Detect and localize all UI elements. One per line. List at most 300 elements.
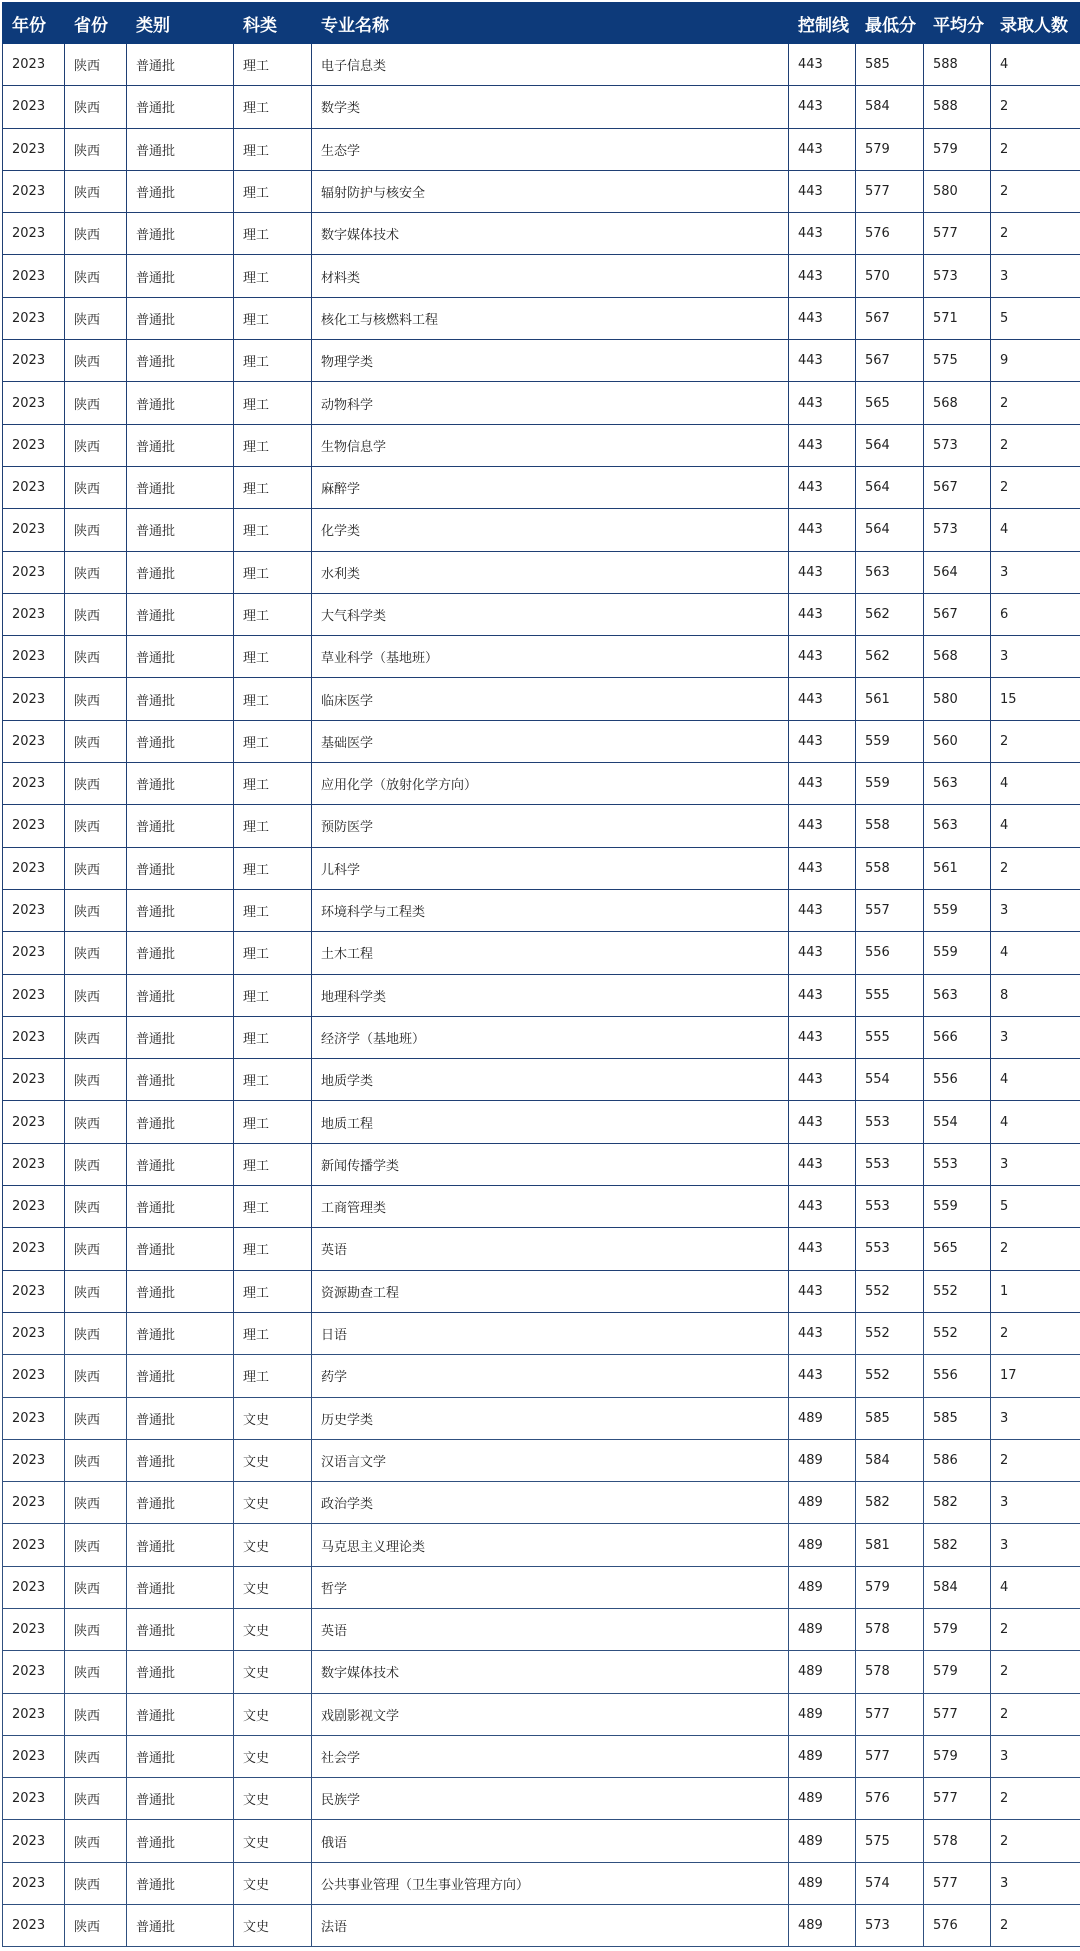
min-score-cell: 578 [856, 1608, 924, 1650]
admitted-count-cell: 4 [991, 1059, 1080, 1101]
avg-score-cell: 553 [924, 1143, 991, 1185]
subject-type-cell: 文史 [234, 1482, 312, 1524]
batch-cell: 普通批 [127, 1905, 234, 1947]
subject-type-cell: 理工 [234, 1059, 312, 1101]
control-line-cell: 443 [789, 932, 856, 974]
year-cell: 2023 [3, 340, 65, 382]
table-row [3, 1482, 1080, 1524]
subject-type-cell: 理工 [234, 974, 312, 1016]
batch-cell: 普通批 [127, 297, 234, 339]
year-cell: 2023 [3, 1651, 65, 1693]
min-score-cell: 553 [856, 1228, 924, 1270]
header-major-name: 专业名称 [312, 3, 789, 44]
major-name-cell: 动物科学 [312, 382, 789, 424]
year-cell: 2023 [3, 1524, 65, 1566]
subject-type-cell: 理工 [234, 720, 312, 762]
province-cell: 陕西 [65, 1101, 127, 1143]
min-score-cell: 557 [856, 889, 924, 931]
admitted-count-cell: 5 [991, 297, 1080, 339]
year-cell: 2023 [3, 1693, 65, 1735]
year-cell: 2023 [3, 805, 65, 847]
min-score-cell: 564 [856, 466, 924, 508]
province-cell: 陕西 [65, 297, 127, 339]
table-row [3, 1778, 1080, 1820]
header-year: 年份 [3, 3, 65, 44]
batch-cell: 普通批 [127, 1312, 234, 1354]
major-name-cell: 日语 [312, 1312, 789, 1354]
avg-score-cell: 556 [924, 1355, 991, 1397]
control-line-cell: 489 [789, 1735, 856, 1777]
subject-type-cell: 理工 [234, 678, 312, 720]
min-score-cell: 552 [856, 1312, 924, 1354]
avg-score-cell: 563 [924, 763, 991, 805]
province-cell: 陕西 [65, 720, 127, 762]
control-line-cell: 443 [789, 763, 856, 805]
avg-score-cell: 588 [924, 86, 991, 128]
admitted-count-cell: 2 [991, 1439, 1080, 1481]
major-name-cell: 哲学 [312, 1566, 789, 1608]
subject-type-cell: 文史 [234, 1820, 312, 1862]
admitted-count-cell: 1 [991, 1270, 1080, 1312]
major-name-cell: 资源勘查工程 [312, 1270, 789, 1312]
year-cell: 2023 [3, 1566, 65, 1608]
major-name-cell: 地理科学类 [312, 974, 789, 1016]
avg-score-cell: 559 [924, 889, 991, 931]
subject-type-cell: 文史 [234, 1397, 312, 1439]
province-cell: 陕西 [65, 1905, 127, 1947]
control-line-cell: 489 [789, 1693, 856, 1735]
admitted-count-cell: 3 [991, 1482, 1080, 1524]
avg-score-cell: 559 [924, 932, 991, 974]
admitted-count-cell: 4 [991, 1566, 1080, 1608]
control-line-cell: 489 [789, 1862, 856, 1904]
major-name-cell: 公共事业管理（卫生事业管理方向） [312, 1862, 789, 1904]
admitted-count-cell: 3 [991, 1143, 1080, 1185]
min-score-cell: 585 [856, 44, 924, 86]
year-cell: 2023 [3, 889, 65, 931]
subject-type-cell: 文史 [234, 1566, 312, 1608]
header-row [3, 3, 1080, 44]
province-cell: 陕西 [65, 382, 127, 424]
min-score-cell: 563 [856, 551, 924, 593]
table-row [3, 1228, 1080, 1270]
year-cell: 2023 [3, 509, 65, 551]
avg-score-cell: 568 [924, 382, 991, 424]
batch-cell: 普通批 [127, 213, 234, 255]
admitted-count-cell: 2 [991, 213, 1080, 255]
subject-type-cell: 理工 [234, 889, 312, 931]
avg-score-cell: 579 [924, 1608, 991, 1650]
min-score-cell: 584 [856, 1439, 924, 1481]
batch-cell: 普通批 [127, 1566, 234, 1608]
batch-cell: 普通批 [127, 932, 234, 974]
major-name-cell: 电子信息类 [312, 44, 789, 86]
avg-score-cell: 552 [924, 1270, 991, 1312]
admitted-count-cell: 2 [991, 86, 1080, 128]
batch-cell: 普通批 [127, 1143, 234, 1185]
admitted-count-cell: 2 [991, 1693, 1080, 1735]
min-score-cell: 581 [856, 1524, 924, 1566]
control-line-cell: 443 [789, 1016, 856, 1058]
avg-score-cell: 568 [924, 636, 991, 678]
avg-score-cell: 566 [924, 1016, 991, 1058]
year-cell: 2023 [3, 593, 65, 635]
min-score-cell: 553 [856, 1186, 924, 1228]
table-row [3, 424, 1080, 466]
subject-type-cell: 文史 [234, 1439, 312, 1481]
header-control-line: 控制线 [789, 3, 856, 44]
year-cell: 2023 [3, 636, 65, 678]
year-cell: 2023 [3, 1439, 65, 1481]
subject-type-cell: 理工 [234, 170, 312, 212]
avg-score-cell: 577 [924, 1778, 991, 1820]
min-score-cell: 579 [856, 128, 924, 170]
subject-type-cell: 理工 [234, 86, 312, 128]
control-line-cell: 443 [789, 551, 856, 593]
avg-score-cell: 577 [924, 213, 991, 255]
admitted-count-cell: 3 [991, 1735, 1080, 1777]
year-cell: 2023 [3, 1270, 65, 1312]
min-score-cell: 579 [856, 1566, 924, 1608]
subject-type-cell: 理工 [234, 763, 312, 805]
subject-type-cell: 理工 [234, 847, 312, 889]
min-score-cell: 556 [856, 932, 924, 974]
control-line-cell: 443 [789, 1228, 856, 1270]
year-cell: 2023 [3, 678, 65, 720]
subject-type-cell: 理工 [234, 509, 312, 551]
table-row [3, 1397, 1080, 1439]
table-row [3, 593, 1080, 635]
admitted-count-cell: 2 [991, 1228, 1080, 1270]
subject-type-cell: 文史 [234, 1862, 312, 1904]
avg-score-cell: 560 [924, 720, 991, 762]
min-score-cell: 555 [856, 1016, 924, 1058]
province-cell: 陕西 [65, 424, 127, 466]
avg-score-cell: 552 [924, 1312, 991, 1354]
table-row [3, 44, 1080, 86]
control-line-cell: 443 [789, 1270, 856, 1312]
subject-type-cell: 理工 [234, 805, 312, 847]
year-cell: 2023 [3, 1059, 65, 1101]
header-batch: 类别 [127, 3, 234, 44]
table-row [3, 974, 1080, 1016]
major-name-cell: 预防医学 [312, 805, 789, 847]
batch-cell: 普通批 [127, 1059, 234, 1101]
year-cell: 2023 [3, 1820, 65, 1862]
major-name-cell: 水利类 [312, 551, 789, 593]
subject-type-cell: 理工 [234, 932, 312, 974]
batch-cell: 普通批 [127, 1482, 234, 1524]
avg-score-cell: 561 [924, 847, 991, 889]
province-cell: 陕西 [65, 1482, 127, 1524]
header-admitted-count: 录取人数 [991, 3, 1080, 44]
control-line-cell: 443 [789, 509, 856, 551]
table-row [3, 678, 1080, 720]
province-cell: 陕西 [65, 1735, 127, 1777]
subject-type-cell: 理工 [234, 1101, 312, 1143]
major-name-cell: 生物信息学 [312, 424, 789, 466]
province-cell: 陕西 [65, 1228, 127, 1270]
major-name-cell: 土木工程 [312, 932, 789, 974]
table-row [3, 889, 1080, 931]
table-row [3, 847, 1080, 889]
year-cell: 2023 [3, 1608, 65, 1650]
min-score-cell: 576 [856, 1778, 924, 1820]
admitted-count-cell: 2 [991, 1651, 1080, 1693]
province-cell: 陕西 [65, 1439, 127, 1481]
province-cell: 陕西 [65, 974, 127, 1016]
min-score-cell: 558 [856, 805, 924, 847]
province-cell: 陕西 [65, 1778, 127, 1820]
batch-cell: 普通批 [127, 424, 234, 466]
batch-cell: 普通批 [127, 1524, 234, 1566]
batch-cell: 普通批 [127, 466, 234, 508]
major-name-cell: 数字媒体技术 [312, 213, 789, 255]
batch-cell: 普通批 [127, 889, 234, 931]
min-score-cell: 577 [856, 170, 924, 212]
major-name-cell: 工商管理类 [312, 1186, 789, 1228]
subject-type-cell: 理工 [234, 593, 312, 635]
batch-cell: 普通批 [127, 974, 234, 1016]
table-row [3, 1693, 1080, 1735]
batch-cell: 普通批 [127, 678, 234, 720]
avg-score-cell: 563 [924, 974, 991, 1016]
min-score-cell: 574 [856, 1862, 924, 1904]
major-name-cell: 地质学类 [312, 1059, 789, 1101]
province-cell: 陕西 [65, 1862, 127, 1904]
min-score-cell: 567 [856, 297, 924, 339]
province-cell: 陕西 [65, 340, 127, 382]
batch-cell: 普通批 [127, 1439, 234, 1481]
header-subject-type: 科类 [234, 3, 312, 44]
admitted-count-cell: 2 [991, 1778, 1080, 1820]
province-cell: 陕西 [65, 847, 127, 889]
min-score-cell: 582 [856, 1482, 924, 1524]
min-score-cell: 565 [856, 382, 924, 424]
admitted-count-cell: 3 [991, 551, 1080, 593]
batch-cell: 普通批 [127, 44, 234, 86]
control-line-cell: 443 [789, 44, 856, 86]
table-row [3, 1270, 1080, 1312]
avg-score-cell: 580 [924, 678, 991, 720]
subject-type-cell: 理工 [234, 466, 312, 508]
control-line-cell: 443 [789, 128, 856, 170]
batch-cell: 普通批 [127, 509, 234, 551]
table-row [3, 297, 1080, 339]
avg-score-cell: 573 [924, 509, 991, 551]
province-cell: 陕西 [65, 86, 127, 128]
control-line-cell: 443 [789, 678, 856, 720]
subject-type-cell: 文史 [234, 1524, 312, 1566]
min-score-cell: 585 [856, 1397, 924, 1439]
year-cell: 2023 [3, 382, 65, 424]
avg-score-cell: 579 [924, 1651, 991, 1693]
subject-type-cell: 理工 [234, 1228, 312, 1270]
batch-cell: 普通批 [127, 551, 234, 593]
avg-score-cell: 563 [924, 805, 991, 847]
batch-cell: 普通批 [127, 1101, 234, 1143]
min-score-cell: 576 [856, 213, 924, 255]
control-line-cell: 443 [789, 889, 856, 931]
major-name-cell: 数学类 [312, 86, 789, 128]
control-line-cell: 443 [789, 1355, 856, 1397]
min-score-cell: 555 [856, 974, 924, 1016]
batch-cell: 普通批 [127, 763, 234, 805]
admitted-count-cell: 2 [991, 720, 1080, 762]
major-name-cell: 民族学 [312, 1778, 789, 1820]
min-score-cell: 558 [856, 847, 924, 889]
min-score-cell: 575 [856, 1820, 924, 1862]
avg-score-cell: 580 [924, 170, 991, 212]
min-score-cell: 552 [856, 1355, 924, 1397]
min-score-cell: 564 [856, 424, 924, 466]
year-cell: 2023 [3, 1905, 65, 1947]
header-avg-score: 平均分 [924, 3, 991, 44]
admitted-count-cell: 4 [991, 509, 1080, 551]
avg-score-cell: 584 [924, 1566, 991, 1608]
batch-cell: 普通批 [127, 170, 234, 212]
year-cell: 2023 [3, 297, 65, 339]
control-line-cell: 489 [789, 1778, 856, 1820]
major-name-cell: 临床医学 [312, 678, 789, 720]
control-line-cell: 489 [789, 1820, 856, 1862]
min-score-cell: 567 [856, 340, 924, 382]
table-row [3, 1355, 1080, 1397]
admission-score-table [2, 2, 1080, 1947]
year-cell: 2023 [3, 1228, 65, 1270]
control-line-cell: 489 [789, 1651, 856, 1693]
avg-score-cell: 577 [924, 1693, 991, 1735]
control-line-cell: 443 [789, 720, 856, 762]
control-line-cell: 443 [789, 382, 856, 424]
major-name-cell: 戏剧影视文学 [312, 1693, 789, 1735]
table-row [3, 1651, 1080, 1693]
major-name-cell: 地质工程 [312, 1101, 789, 1143]
table-row [3, 1566, 1080, 1608]
control-line-cell: 443 [789, 636, 856, 678]
major-name-cell: 英语 [312, 1228, 789, 1270]
min-score-cell: 554 [856, 1059, 924, 1101]
subject-type-cell: 理工 [234, 551, 312, 593]
control-line-cell: 489 [789, 1566, 856, 1608]
avg-score-cell: 571 [924, 297, 991, 339]
admitted-count-cell: 2 [991, 424, 1080, 466]
province-cell: 陕西 [65, 932, 127, 974]
province-cell: 陕西 [65, 466, 127, 508]
avg-score-cell: 588 [924, 44, 991, 86]
batch-cell: 普通批 [127, 1735, 234, 1777]
year-cell: 2023 [3, 974, 65, 1016]
table-row [3, 636, 1080, 678]
avg-score-cell: 585 [924, 1397, 991, 1439]
admitted-count-cell: 6 [991, 593, 1080, 635]
avg-score-cell: 567 [924, 466, 991, 508]
admitted-count-cell: 3 [991, 255, 1080, 297]
table-row [3, 1735, 1080, 1777]
subject-type-cell: 理工 [234, 1270, 312, 1312]
admitted-count-cell: 4 [991, 805, 1080, 847]
control-line-cell: 443 [789, 1101, 856, 1143]
admitted-count-cell: 4 [991, 763, 1080, 805]
admitted-count-cell: 2 [991, 1608, 1080, 1650]
subject-type-cell: 理工 [234, 297, 312, 339]
table-row [3, 1524, 1080, 1566]
year-cell: 2023 [3, 1482, 65, 1524]
batch-cell: 普通批 [127, 636, 234, 678]
subject-type-cell: 理工 [234, 1143, 312, 1185]
control-line-cell: 489 [789, 1608, 856, 1650]
table-row [3, 1312, 1080, 1354]
admitted-count-cell: 3 [991, 1862, 1080, 1904]
province-cell: 陕西 [65, 1524, 127, 1566]
table-row [3, 1143, 1080, 1185]
subject-type-cell: 理工 [234, 340, 312, 382]
min-score-cell: 578 [856, 1651, 924, 1693]
province-cell: 陕西 [65, 44, 127, 86]
table-row [3, 213, 1080, 255]
province-cell: 陕西 [65, 1059, 127, 1101]
table-row [3, 255, 1080, 297]
province-cell: 陕西 [65, 889, 127, 931]
control-line-cell: 443 [789, 974, 856, 1016]
year-cell: 2023 [3, 1143, 65, 1185]
admitted-count-cell: 17 [991, 1355, 1080, 1397]
avg-score-cell: 556 [924, 1059, 991, 1101]
year-cell: 2023 [3, 551, 65, 593]
batch-cell: 普通批 [127, 382, 234, 424]
batch-cell: 普通批 [127, 1651, 234, 1693]
subject-type-cell: 理工 [234, 1016, 312, 1058]
year-cell: 2023 [3, 86, 65, 128]
batch-cell: 普通批 [127, 1186, 234, 1228]
table-row [3, 382, 1080, 424]
avg-score-cell: 578 [924, 1820, 991, 1862]
major-name-cell: 物理学类 [312, 340, 789, 382]
control-line-cell: 443 [789, 340, 856, 382]
major-name-cell: 草业科学（基地班） [312, 636, 789, 678]
min-score-cell: 562 [856, 593, 924, 635]
min-score-cell: 559 [856, 763, 924, 805]
province-cell: 陕西 [65, 1143, 127, 1185]
subject-type-cell: 文史 [234, 1651, 312, 1693]
control-line-cell: 443 [789, 1059, 856, 1101]
table-row [3, 1059, 1080, 1101]
avg-score-cell: 564 [924, 551, 991, 593]
control-line-cell: 489 [789, 1482, 856, 1524]
major-name-cell: 化学类 [312, 509, 789, 551]
table-row [3, 86, 1080, 128]
batch-cell: 普通批 [127, 1778, 234, 1820]
year-cell: 2023 [3, 932, 65, 974]
control-line-cell: 443 [789, 593, 856, 635]
major-name-cell: 基础医学 [312, 720, 789, 762]
batch-cell: 普通批 [127, 128, 234, 170]
major-name-cell: 辐射防护与核安全 [312, 170, 789, 212]
avg-score-cell: 554 [924, 1101, 991, 1143]
min-score-cell: 564 [856, 509, 924, 551]
subject-type-cell: 理工 [234, 424, 312, 466]
batch-cell: 普通批 [127, 720, 234, 762]
control-line-cell: 443 [789, 805, 856, 847]
year-cell: 2023 [3, 255, 65, 297]
control-line-cell: 489 [789, 1905, 856, 1947]
major-name-cell: 环境科学与工程类 [312, 889, 789, 931]
year-cell: 2023 [3, 847, 65, 889]
year-cell: 2023 [3, 44, 65, 86]
year-cell: 2023 [3, 1186, 65, 1228]
avg-score-cell: 573 [924, 255, 991, 297]
control-line-cell: 443 [789, 297, 856, 339]
